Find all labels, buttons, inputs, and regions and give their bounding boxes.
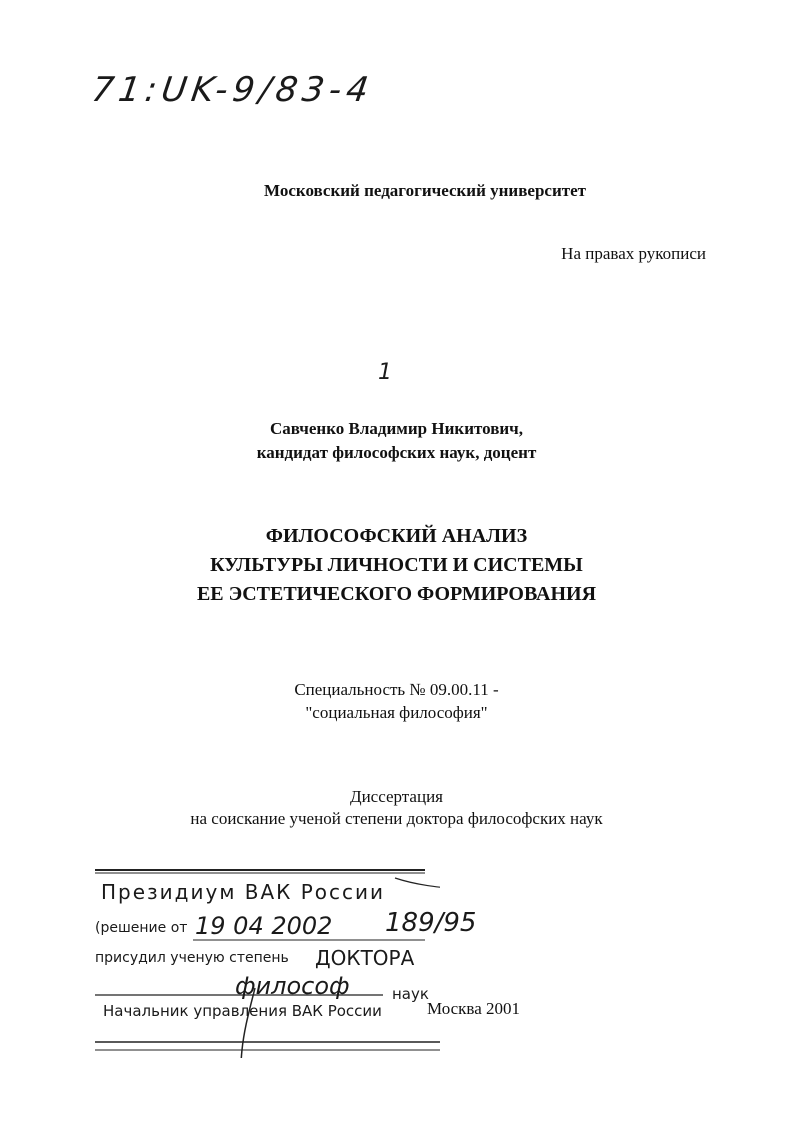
author-name: Савченко Владимир Никитович, [269,419,524,438]
sheet-number: 1 [378,360,392,385]
dissertation-label: Диссертация [349,787,443,806]
stamp-decision-label: (решение от [95,920,188,936]
specialty-code: Специальность № 09.00.11 - [294,680,499,699]
university-name: Московский педагогический университет [264,181,586,200]
specialty-block [0,678,793,724]
location-year: Москва 2001 [427,999,521,1018]
specialty-name: "социальная философия" [305,703,488,722]
stamp-header: Президиум ВАК России [101,880,386,904]
stamp-chief-label: Начальник управления ВАК России [103,1002,382,1020]
title-line-3: ЕЕ ЭСТЕТИЧЕСКОГО ФОРМИРОВАНИЯ [196,583,597,605]
stamp-decision-date: 19 04 2002 [195,912,333,940]
stamp-degree: ДОКТОРА [315,946,415,970]
dissertation-block [0,786,793,830]
archive-code: 71:UK-9/83-4 [89,70,376,110]
author-degree: кандидат философских наук, доцент [256,443,537,462]
manuscript-rights: На правах рукописи [561,244,706,263]
stamp-sciences-label: наук [392,985,429,1003]
stamp-field-handwritten: философ [235,972,350,1000]
stamp-awarded-label: присудил ученую степень [95,950,289,966]
title-line-1: ФИЛОСОФСКИЙ АНАЛИЗ [265,525,528,547]
title-line-2: КУЛЬТУРЫ ЛИЧНОСТИ И СИСТЕМЫ [210,554,583,576]
author-block [0,417,793,465]
dissertation-purpose: на соискание ученой степени доктора философских наук [190,809,603,828]
dissertation-title [0,522,793,609]
stamp-decision-number: 189/95 [385,908,477,938]
